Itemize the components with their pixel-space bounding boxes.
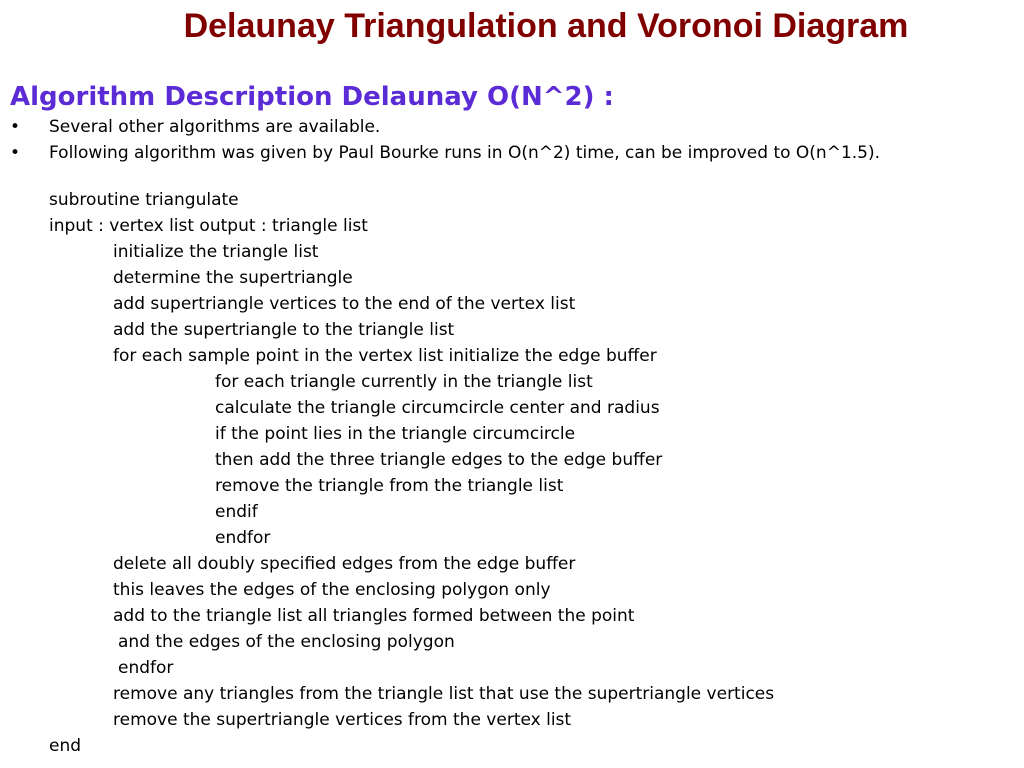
bullet-list — [0, 116, 1024, 167]
code-line: if the point lies in the triangle circumcircle — [215, 424, 576, 444]
code-line: input : vertex list output : triangle list — [49, 216, 368, 236]
bullet-dot: • — [10, 142, 21, 163]
code-line: determine the supertriangle — [113, 268, 353, 288]
code-line: endfor — [215, 528, 271, 548]
code-line: this leaves the edges of the enclosing polygon only — [113, 580, 551, 600]
code-line: add supertriangle vertices to the end of the vertex list — [113, 294, 576, 314]
bullet-text: Following algorithm was given by Paul Bourke runs in O(n^2) time, can be improved to O(n^1.5). — [49, 142, 881, 163]
code-line: for each triangle currently in the triangle list — [215, 372, 593, 392]
slide-title: Delaunay Triangulation and Voronoi Diagram — [183, 7, 909, 45]
section-heading: Algorithm Description Delaunay O(N^2) : — [10, 82, 614, 112]
code-line: and the edges of the enclosing polygon — [118, 632, 455, 652]
code-line: then add the three triangle edges to the edge buffer — [215, 450, 663, 470]
code-line: for each sample point in the vertex list initialize the edge buffer — [113, 346, 657, 366]
code-line: add the supertriangle to the triangle list — [113, 320, 455, 340]
code-line: end — [49, 736, 82, 756]
bullet-dot: • — [10, 117, 21, 137]
code-line: delete all doubly specified edges from the edge buffer — [113, 554, 576, 574]
bullet-item — [0, 142, 1024, 165]
pseudocode-block — [0, 187, 1024, 759]
code-line: remove any triangles from the triangle list that use the supertriangle vertices — [113, 684, 775, 704]
code-line: endif — [215, 502, 258, 522]
code-line: initialize the triangle list — [113, 242, 319, 262]
code-line: add to the triangle list all triangles formed between the point — [113, 606, 635, 626]
code-line: endfor — [118, 658, 174, 678]
code-line: calculate the triangle circumcircle center and radius — [215, 398, 660, 418]
code-line: remove the supertriangle vertices from the vertex list — [113, 710, 572, 730]
code-line: subroutine triangulate — [49, 190, 239, 210]
code-line: remove the triangle from the triangle list — [215, 476, 564, 496]
bullet-item — [0, 116, 1024, 139]
bullet-text: Several other algorithms are available. — [49, 117, 381, 137]
